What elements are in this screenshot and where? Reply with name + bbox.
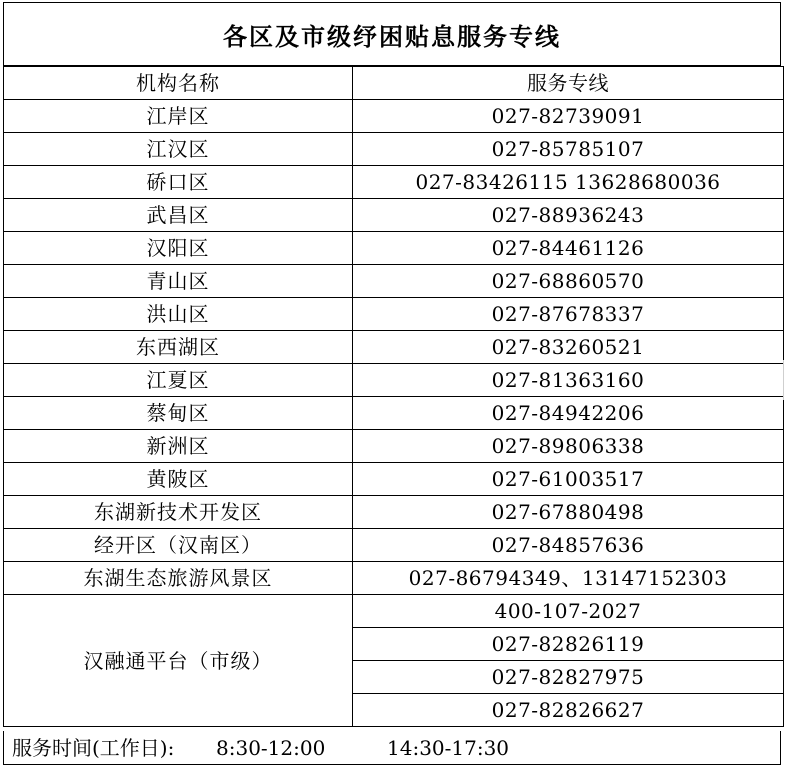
phone-cell: 027-67880498 bbox=[353, 496, 784, 529]
phone-cell: 027-85785107 bbox=[353, 133, 784, 166]
org-name-cell: 经开区（汉南区） bbox=[4, 529, 353, 562]
org-name-cell: 东湖生态旅游风景区 bbox=[4, 562, 353, 595]
platform-org-cell: 汉融通平台（市级） bbox=[4, 595, 353, 727]
header-row bbox=[4, 67, 784, 100]
phone-cell: 027-81363160 bbox=[353, 364, 784, 397]
table-row bbox=[4, 463, 784, 496]
phone-cell: 027-89806338 bbox=[353, 430, 784, 463]
phone-cell: 027-84461126 bbox=[353, 232, 784, 265]
org-name-cell: 蔡甸区 bbox=[4, 397, 353, 430]
table-row bbox=[4, 562, 784, 595]
platform-phone-cell: 027-82826119 bbox=[353, 628, 784, 661]
table-row bbox=[4, 496, 784, 529]
table-row bbox=[4, 298, 784, 331]
org-name-cell: 东湖新技术开发区 bbox=[4, 496, 353, 529]
table-row bbox=[4, 100, 784, 133]
table-title: 各区及市级纾困贴息服务专线 bbox=[223, 21, 561, 51]
table-row bbox=[4, 595, 784, 628]
service-hours-afternoon: 14:30-17:30 bbox=[387, 736, 510, 760]
table-row bbox=[4, 232, 784, 265]
hotline-grid bbox=[3, 66, 784, 727]
org-name-cell: 江夏区 bbox=[4, 364, 353, 397]
table-row bbox=[4, 265, 784, 298]
table-row bbox=[4, 199, 784, 232]
phone-cell: 027-83260521 bbox=[353, 331, 784, 364]
phone-cell: 027-86794349、13147152303 bbox=[353, 562, 784, 595]
service-hours-row bbox=[3, 731, 781, 765]
org-name-cell: 武昌区 bbox=[4, 199, 353, 232]
org-name-cell: 江汉区 bbox=[4, 133, 353, 166]
org-name-cell: 新洲区 bbox=[4, 430, 353, 463]
header-phone: 服务专线 bbox=[353, 67, 784, 100]
phone-cell: 027-88936243 bbox=[353, 199, 784, 232]
org-name-cell: 青山区 bbox=[4, 265, 353, 298]
org-name-cell: 江岸区 bbox=[4, 100, 353, 133]
platform-phone-cell: 027-82827975 bbox=[353, 661, 784, 694]
table-row bbox=[4, 133, 784, 166]
table-row bbox=[4, 430, 784, 463]
phone-cell: 027-87678337 bbox=[353, 298, 784, 331]
phone-cell: 027-82739091 bbox=[353, 100, 784, 133]
org-name-cell: 洪山区 bbox=[4, 298, 353, 331]
header-org: 机构名称 bbox=[4, 67, 353, 100]
phone-cell: 027-84942206 bbox=[353, 397, 784, 430]
table-row bbox=[4, 397, 784, 430]
service-hours-label: 服务时间(工作日): bbox=[12, 736, 175, 760]
org-name-cell: 汉阳区 bbox=[4, 232, 353, 265]
phone-cell: 027-61003517 bbox=[353, 463, 784, 496]
sheet-edge-mark bbox=[783, 360, 784, 400]
platform-phone-cell: 027-82826627 bbox=[353, 694, 784, 727]
platform-phone-cell: 400-107-2027 bbox=[353, 595, 784, 628]
table-row bbox=[4, 529, 784, 562]
org-name-cell: 黄陂区 bbox=[4, 463, 353, 496]
phone-cell: 027-83426115 13628680036 bbox=[353, 166, 784, 199]
phone-cell: 027-68860570 bbox=[353, 265, 784, 298]
org-name-cell: 硚口区 bbox=[4, 166, 353, 199]
table-row bbox=[4, 331, 784, 364]
table-row bbox=[4, 364, 784, 397]
service-hours-morning: 8:30-12:00 bbox=[216, 736, 326, 760]
org-name-cell: 东西湖区 bbox=[4, 331, 353, 364]
phone-cell: 027-84857636 bbox=[353, 529, 784, 562]
table-row bbox=[4, 166, 784, 199]
table-title-row bbox=[3, 2, 781, 66]
